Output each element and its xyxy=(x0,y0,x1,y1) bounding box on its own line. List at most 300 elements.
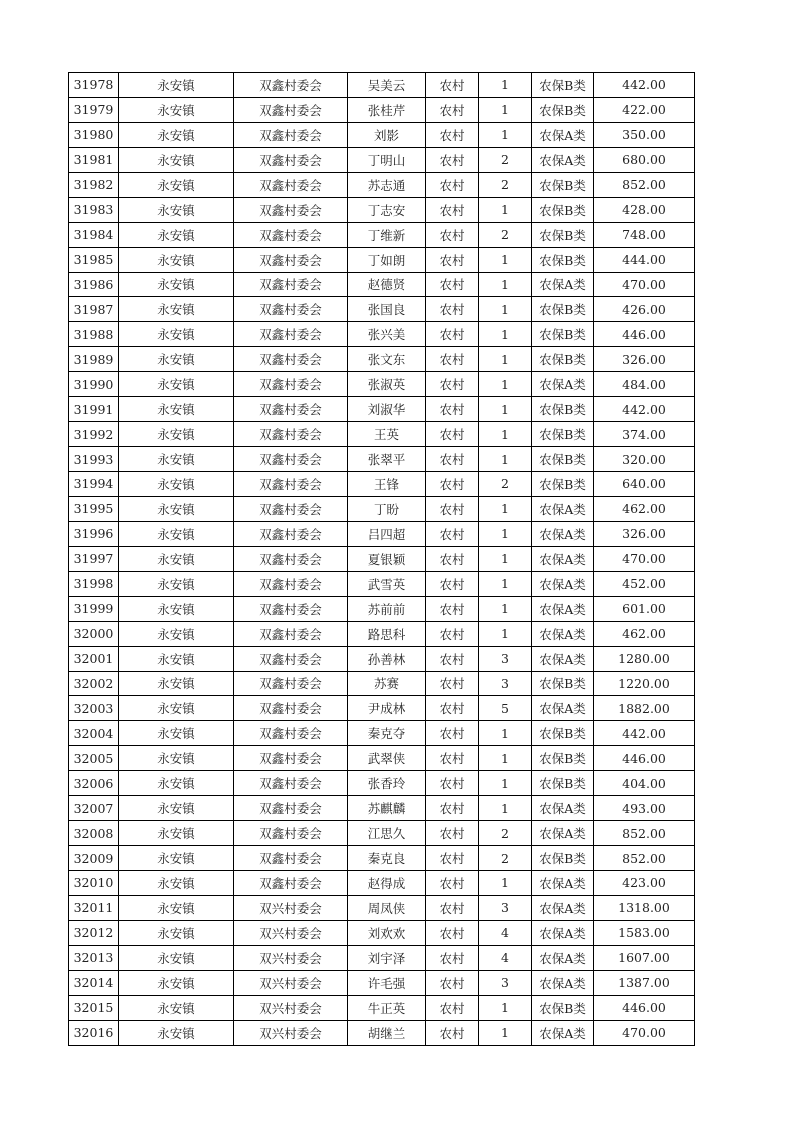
cell-village-committee: 双兴村委会 xyxy=(234,970,348,995)
cell-member-count: 1 xyxy=(479,372,532,397)
cell-member-count: 4 xyxy=(479,920,532,945)
cell-village-committee: 双兴村委会 xyxy=(234,945,348,970)
cell-household-type: 农村 xyxy=(426,297,479,322)
cell-member-count: 1 xyxy=(479,621,532,646)
cell-amount: 442.00 xyxy=(594,721,695,746)
table-row xyxy=(69,846,695,871)
cell-name: 张香玲 xyxy=(348,771,426,796)
cell-village-committee: 双鑫村委会 xyxy=(234,197,348,222)
cell-insurance-category: 农保B类 xyxy=(532,73,594,98)
cell-member-count: 1 xyxy=(479,496,532,521)
cell-town: 永安镇 xyxy=(119,521,234,546)
cell-member-count: 1 xyxy=(479,1020,532,1045)
cell-household-type: 农村 xyxy=(426,571,479,596)
cell-member-count: 1 xyxy=(479,746,532,771)
cell-member-count: 1 xyxy=(479,422,532,447)
cell-town: 永安镇 xyxy=(119,970,234,995)
cell-village-committee: 双鑫村委会 xyxy=(234,222,348,247)
cell-serial-number: 31992 xyxy=(69,422,119,447)
cell-insurance-category: 农保B类 xyxy=(532,397,594,422)
cell-serial-number: 31994 xyxy=(69,472,119,497)
cell-household-type: 农村 xyxy=(426,846,479,871)
cell-household-type: 农村 xyxy=(426,945,479,970)
cell-serial-number: 31985 xyxy=(69,247,119,272)
cell-insurance-category: 农保A类 xyxy=(532,571,594,596)
cell-town: 永安镇 xyxy=(119,721,234,746)
cell-name: 张桂芹 xyxy=(348,97,426,122)
cell-insurance-category: 农保B类 xyxy=(532,447,594,472)
cell-town: 永安镇 xyxy=(119,147,234,172)
cell-name: 周凤侠 xyxy=(348,895,426,920)
table-row xyxy=(69,222,695,247)
cell-town: 永安镇 xyxy=(119,796,234,821)
cell-town: 永安镇 xyxy=(119,172,234,197)
cell-serial-number: 32002 xyxy=(69,671,119,696)
cell-town: 永安镇 xyxy=(119,322,234,347)
cell-name: 赵得成 xyxy=(348,871,426,896)
cell-serial-number: 32011 xyxy=(69,895,119,920)
cell-village-committee: 双鑫村委会 xyxy=(234,796,348,821)
cell-village-committee: 双鑫村委会 xyxy=(234,122,348,147)
cell-name: 吴美云 xyxy=(348,73,426,98)
cell-household-type: 农村 xyxy=(426,871,479,896)
cell-town: 永安镇 xyxy=(119,247,234,272)
cell-serial-number: 31989 xyxy=(69,347,119,372)
cell-name: 夏银颖 xyxy=(348,546,426,571)
cell-town: 永安镇 xyxy=(119,372,234,397)
cell-village-committee: 双鑫村委会 xyxy=(234,771,348,796)
cell-serial-number: 32005 xyxy=(69,746,119,771)
cell-household-type: 农村 xyxy=(426,422,479,447)
cell-member-count: 3 xyxy=(479,895,532,920)
cell-amount: 428.00 xyxy=(594,197,695,222)
cell-name: 丁志安 xyxy=(348,197,426,222)
cell-village-committee: 双鑫村委会 xyxy=(234,422,348,447)
cell-village-committee: 双鑫村委会 xyxy=(234,372,348,397)
cell-member-count: 1 xyxy=(479,447,532,472)
table-row xyxy=(69,945,695,970)
cell-member-count: 1 xyxy=(479,771,532,796)
cell-member-count: 1 xyxy=(479,871,532,896)
cell-member-count: 2 xyxy=(479,147,532,172)
cell-member-count: 1 xyxy=(479,97,532,122)
cell-serial-number: 32014 xyxy=(69,970,119,995)
cell-amount: 374.00 xyxy=(594,422,695,447)
cell-village-committee: 双鑫村委会 xyxy=(234,746,348,771)
cell-insurance-category: 农保B类 xyxy=(532,172,594,197)
cell-village-committee: 双鑫村委会 xyxy=(234,521,348,546)
cell-town: 永安镇 xyxy=(119,671,234,696)
cell-insurance-category: 农保A类 xyxy=(532,1020,594,1045)
cell-amount: 1882.00 xyxy=(594,696,695,721)
cell-town: 永安镇 xyxy=(119,1020,234,1045)
cell-insurance-category: 农保B类 xyxy=(532,721,594,746)
cell-town: 永安镇 xyxy=(119,945,234,970)
cell-member-count: 1 xyxy=(479,272,532,297)
cell-insurance-category: 农保B类 xyxy=(532,746,594,771)
cell-amount: 1607.00 xyxy=(594,945,695,970)
cell-member-count: 3 xyxy=(479,671,532,696)
cell-amount: 484.00 xyxy=(594,372,695,397)
cell-household-type: 农村 xyxy=(426,496,479,521)
cell-name: 许毛强 xyxy=(348,970,426,995)
cell-town: 永安镇 xyxy=(119,571,234,596)
records-table xyxy=(68,72,695,1046)
cell-insurance-category: 农保B类 xyxy=(532,846,594,871)
cell-name: 孙善林 xyxy=(348,646,426,671)
cell-amount: 640.00 xyxy=(594,472,695,497)
table-row xyxy=(69,821,695,846)
cell-serial-number: 31993 xyxy=(69,447,119,472)
cell-serial-number: 31998 xyxy=(69,571,119,596)
cell-name: 王英 xyxy=(348,422,426,447)
cell-village-committee: 双鑫村委会 xyxy=(234,646,348,671)
cell-household-type: 农村 xyxy=(426,970,479,995)
cell-household-type: 农村 xyxy=(426,272,479,297)
table-row xyxy=(69,671,695,696)
cell-serial-number: 31988 xyxy=(69,322,119,347)
cell-household-type: 农村 xyxy=(426,521,479,546)
cell-village-committee: 双鑫村委会 xyxy=(234,73,348,98)
cell-name: 王锋 xyxy=(348,472,426,497)
cell-name: 胡继兰 xyxy=(348,1020,426,1045)
cell-insurance-category: 农保A类 xyxy=(532,122,594,147)
cell-household-type: 农村 xyxy=(426,646,479,671)
cell-insurance-category: 农保A类 xyxy=(532,920,594,945)
table-row xyxy=(69,796,695,821)
cell-member-count: 1 xyxy=(479,397,532,422)
cell-town: 永安镇 xyxy=(119,596,234,621)
cell-town: 永安镇 xyxy=(119,222,234,247)
cell-serial-number: 31987 xyxy=(69,297,119,322)
cell-town: 永安镇 xyxy=(119,472,234,497)
cell-serial-number: 31997 xyxy=(69,546,119,571)
table-row xyxy=(69,197,695,222)
cell-insurance-category: 农保A类 xyxy=(532,147,594,172)
cell-name: 秦克夺 xyxy=(348,721,426,746)
cell-village-committee: 双鑫村委会 xyxy=(234,322,348,347)
cell-amount: 446.00 xyxy=(594,322,695,347)
cell-member-count: 1 xyxy=(479,73,532,98)
cell-amount: 446.00 xyxy=(594,995,695,1020)
cell-town: 永安镇 xyxy=(119,297,234,322)
cell-amount: 493.00 xyxy=(594,796,695,821)
cell-member-count: 3 xyxy=(479,970,532,995)
table-row xyxy=(69,521,695,546)
table-row xyxy=(69,746,695,771)
cell-name: 苏赛 xyxy=(348,671,426,696)
cell-household-type: 农村 xyxy=(426,347,479,372)
cell-serial-number: 32007 xyxy=(69,796,119,821)
cell-village-committee: 双兴村委会 xyxy=(234,995,348,1020)
cell-insurance-category: 农保A类 xyxy=(532,970,594,995)
cell-member-count: 1 xyxy=(479,122,532,147)
cell-household-type: 农村 xyxy=(426,197,479,222)
table-row xyxy=(69,995,695,1020)
cell-member-count: 1 xyxy=(479,596,532,621)
cell-insurance-category: 农保B类 xyxy=(532,197,594,222)
cell-name: 武翠侠 xyxy=(348,746,426,771)
cell-amount: 1583.00 xyxy=(594,920,695,945)
cell-name: 牛正英 xyxy=(348,995,426,1020)
cell-amount: 452.00 xyxy=(594,571,695,596)
cell-town: 永安镇 xyxy=(119,422,234,447)
cell-member-count: 1 xyxy=(479,521,532,546)
cell-amount: 423.00 xyxy=(594,871,695,896)
cell-town: 永安镇 xyxy=(119,646,234,671)
cell-household-type: 农村 xyxy=(426,322,479,347)
cell-name: 丁如朗 xyxy=(348,247,426,272)
table-row xyxy=(69,696,695,721)
cell-serial-number: 32006 xyxy=(69,771,119,796)
cell-amount: 470.00 xyxy=(594,272,695,297)
cell-town: 永安镇 xyxy=(119,920,234,945)
cell-serial-number: 31980 xyxy=(69,122,119,147)
cell-household-type: 农村 xyxy=(426,372,479,397)
cell-village-committee: 双鑫村委会 xyxy=(234,297,348,322)
cell-name: 苏志通 xyxy=(348,172,426,197)
table-row xyxy=(69,297,695,322)
cell-town: 永安镇 xyxy=(119,621,234,646)
cell-town: 永安镇 xyxy=(119,696,234,721)
cell-insurance-category: 农保A类 xyxy=(532,821,594,846)
cell-town: 永安镇 xyxy=(119,821,234,846)
cell-village-committee: 双鑫村委会 xyxy=(234,596,348,621)
cell-insurance-category: 农保B类 xyxy=(532,297,594,322)
cell-village-committee: 双鑫村委会 xyxy=(234,172,348,197)
cell-insurance-category: 农保A类 xyxy=(532,796,594,821)
cell-amount: 442.00 xyxy=(594,397,695,422)
cell-name: 张翠平 xyxy=(348,447,426,472)
cell-name: 尹成林 xyxy=(348,696,426,721)
table-row xyxy=(69,621,695,646)
table-row xyxy=(69,871,695,896)
cell-member-count: 1 xyxy=(479,247,532,272)
cell-town: 永安镇 xyxy=(119,272,234,297)
cell-village-committee: 双鑫村委会 xyxy=(234,347,348,372)
cell-serial-number: 31996 xyxy=(69,521,119,546)
cell-insurance-category: 农保A类 xyxy=(532,696,594,721)
cell-amount: 426.00 xyxy=(594,297,695,322)
cell-serial-number: 31979 xyxy=(69,97,119,122)
cell-name: 张文东 xyxy=(348,347,426,372)
cell-village-committee: 双鑫村委会 xyxy=(234,696,348,721)
cell-amount: 852.00 xyxy=(594,821,695,846)
cell-town: 永安镇 xyxy=(119,871,234,896)
cell-household-type: 农村 xyxy=(426,746,479,771)
table-row xyxy=(69,73,695,98)
cell-household-type: 农村 xyxy=(426,621,479,646)
cell-household-type: 农村 xyxy=(426,147,479,172)
cell-amount: 1220.00 xyxy=(594,671,695,696)
cell-village-committee: 双鑫村委会 xyxy=(234,721,348,746)
cell-village-committee: 双鑫村委会 xyxy=(234,147,348,172)
cell-name: 刘影 xyxy=(348,122,426,147)
cell-household-type: 农村 xyxy=(426,995,479,1020)
cell-town: 永安镇 xyxy=(119,995,234,1020)
cell-insurance-category: 农保B类 xyxy=(532,222,594,247)
cell-serial-number: 32013 xyxy=(69,945,119,970)
cell-member-count: 1 xyxy=(479,546,532,571)
cell-village-committee: 双鑫村委会 xyxy=(234,546,348,571)
cell-name: 苏麒麟 xyxy=(348,796,426,821)
cell-insurance-category: 农保B类 xyxy=(532,995,594,1020)
cell-village-committee: 双鑫村委会 xyxy=(234,97,348,122)
cell-amount: 1318.00 xyxy=(594,895,695,920)
cell-serial-number: 31983 xyxy=(69,197,119,222)
cell-town: 永安镇 xyxy=(119,746,234,771)
cell-serial-number: 32001 xyxy=(69,646,119,671)
cell-member-count: 1 xyxy=(479,297,532,322)
cell-name: 丁明山 xyxy=(348,147,426,172)
cell-town: 永安镇 xyxy=(119,546,234,571)
cell-serial-number: 31991 xyxy=(69,397,119,422)
cell-household-type: 农村 xyxy=(426,247,479,272)
cell-name: 武雪英 xyxy=(348,571,426,596)
cell-insurance-category: 农保A类 xyxy=(532,521,594,546)
cell-town: 永安镇 xyxy=(119,122,234,147)
table-row xyxy=(69,1020,695,1045)
cell-amount: 601.00 xyxy=(594,596,695,621)
cell-serial-number: 31986 xyxy=(69,272,119,297)
cell-serial-number: 31982 xyxy=(69,172,119,197)
cell-serial-number: 31990 xyxy=(69,372,119,397)
cell-household-type: 农村 xyxy=(426,546,479,571)
cell-member-count: 1 xyxy=(479,721,532,746)
table-row xyxy=(69,721,695,746)
cell-member-count: 1 xyxy=(479,197,532,222)
cell-serial-number: 31981 xyxy=(69,147,119,172)
cell-amount: 852.00 xyxy=(594,172,695,197)
cell-insurance-category: 农保A类 xyxy=(532,646,594,671)
cell-village-committee: 双鑫村委会 xyxy=(234,871,348,896)
cell-insurance-category: 农保B类 xyxy=(532,671,594,696)
cell-household-type: 农村 xyxy=(426,895,479,920)
cell-village-committee: 双鑫村委会 xyxy=(234,571,348,596)
cell-village-committee: 双鑫村委会 xyxy=(234,496,348,521)
cell-name: 赵德贤 xyxy=(348,272,426,297)
cell-amount: 326.00 xyxy=(594,521,695,546)
cell-insurance-category: 农保A类 xyxy=(532,272,594,297)
cell-serial-number: 31995 xyxy=(69,496,119,521)
cell-amount: 462.00 xyxy=(594,621,695,646)
cell-household-type: 农村 xyxy=(426,172,479,197)
table-row xyxy=(69,496,695,521)
cell-amount: 320.00 xyxy=(594,447,695,472)
cell-name: 吕四超 xyxy=(348,521,426,546)
cell-member-count: 2 xyxy=(479,821,532,846)
cell-town: 永安镇 xyxy=(119,846,234,871)
table-body xyxy=(69,73,695,1046)
cell-serial-number: 32004 xyxy=(69,721,119,746)
cell-member-count: 2 xyxy=(479,222,532,247)
cell-member-count: 1 xyxy=(479,995,532,1020)
cell-household-type: 农村 xyxy=(426,796,479,821)
table-row xyxy=(69,322,695,347)
cell-insurance-category: 农保B类 xyxy=(532,322,594,347)
cell-serial-number: 32008 xyxy=(69,821,119,846)
cell-household-type: 农村 xyxy=(426,721,479,746)
cell-village-committee: 双鑫村委会 xyxy=(234,671,348,696)
cell-amount: 446.00 xyxy=(594,746,695,771)
cell-insurance-category: 农保A类 xyxy=(532,945,594,970)
cell-name: 刘淑华 xyxy=(348,397,426,422)
cell-amount: 350.00 xyxy=(594,122,695,147)
cell-amount: 404.00 xyxy=(594,771,695,796)
cell-member-count: 4 xyxy=(479,945,532,970)
cell-insurance-category: 农保A类 xyxy=(532,496,594,521)
cell-household-type: 农村 xyxy=(426,397,479,422)
cell-member-count: 3 xyxy=(479,646,532,671)
cell-town: 永安镇 xyxy=(119,397,234,422)
cell-household-type: 农村 xyxy=(426,596,479,621)
cell-town: 永安镇 xyxy=(119,496,234,521)
table-row xyxy=(69,347,695,372)
cell-village-committee: 双鑫村委会 xyxy=(234,846,348,871)
cell-amount: 444.00 xyxy=(594,247,695,272)
cell-name: 刘宇泽 xyxy=(348,945,426,970)
cell-serial-number: 31984 xyxy=(69,222,119,247)
cell-insurance-category: 农保B类 xyxy=(532,97,594,122)
cell-amount: 442.00 xyxy=(594,73,695,98)
cell-village-committee: 双鑫村委会 xyxy=(234,397,348,422)
table-row xyxy=(69,920,695,945)
cell-amount: 470.00 xyxy=(594,1020,695,1045)
table-row xyxy=(69,247,695,272)
cell-insurance-category: 农保B类 xyxy=(532,247,594,272)
cell-member-count: 2 xyxy=(479,172,532,197)
cell-village-committee: 双鑫村委会 xyxy=(234,447,348,472)
cell-village-committee: 双兴村委会 xyxy=(234,920,348,945)
cell-insurance-category: 农保A类 xyxy=(532,871,594,896)
cell-village-committee: 双鑫村委会 xyxy=(234,272,348,297)
cell-household-type: 农村 xyxy=(426,122,479,147)
cell-name: 秦克良 xyxy=(348,846,426,871)
cell-name: 张兴美 xyxy=(348,322,426,347)
cell-name: 张国良 xyxy=(348,297,426,322)
cell-town: 永安镇 xyxy=(119,347,234,372)
cell-name: 苏前前 xyxy=(348,596,426,621)
cell-insurance-category: 农保B类 xyxy=(532,347,594,372)
table-row xyxy=(69,571,695,596)
cell-name: 丁维新 xyxy=(348,222,426,247)
cell-serial-number: 31978 xyxy=(69,73,119,98)
cell-serial-number: 32009 xyxy=(69,846,119,871)
cell-name: 刘欢欢 xyxy=(348,920,426,945)
cell-village-committee: 双鑫村委会 xyxy=(234,621,348,646)
cell-household-type: 农村 xyxy=(426,671,479,696)
cell-serial-number: 32016 xyxy=(69,1020,119,1045)
table-row xyxy=(69,272,695,297)
table-row xyxy=(69,447,695,472)
cell-amount: 680.00 xyxy=(594,147,695,172)
table-row xyxy=(69,596,695,621)
cell-serial-number: 32010 xyxy=(69,871,119,896)
cell-insurance-category: 农保A类 xyxy=(532,596,594,621)
cell-insurance-category: 农保B类 xyxy=(532,472,594,497)
cell-town: 永安镇 xyxy=(119,197,234,222)
cell-serial-number: 32012 xyxy=(69,920,119,945)
cell-insurance-category: 农保B类 xyxy=(532,771,594,796)
cell-household-type: 农村 xyxy=(426,447,479,472)
table-row xyxy=(69,472,695,497)
cell-member-count: 1 xyxy=(479,347,532,372)
cell-amount: 748.00 xyxy=(594,222,695,247)
cell-amount: 326.00 xyxy=(594,347,695,372)
table-row xyxy=(69,771,695,796)
cell-serial-number: 32003 xyxy=(69,696,119,721)
cell-amount: 1387.00 xyxy=(594,970,695,995)
